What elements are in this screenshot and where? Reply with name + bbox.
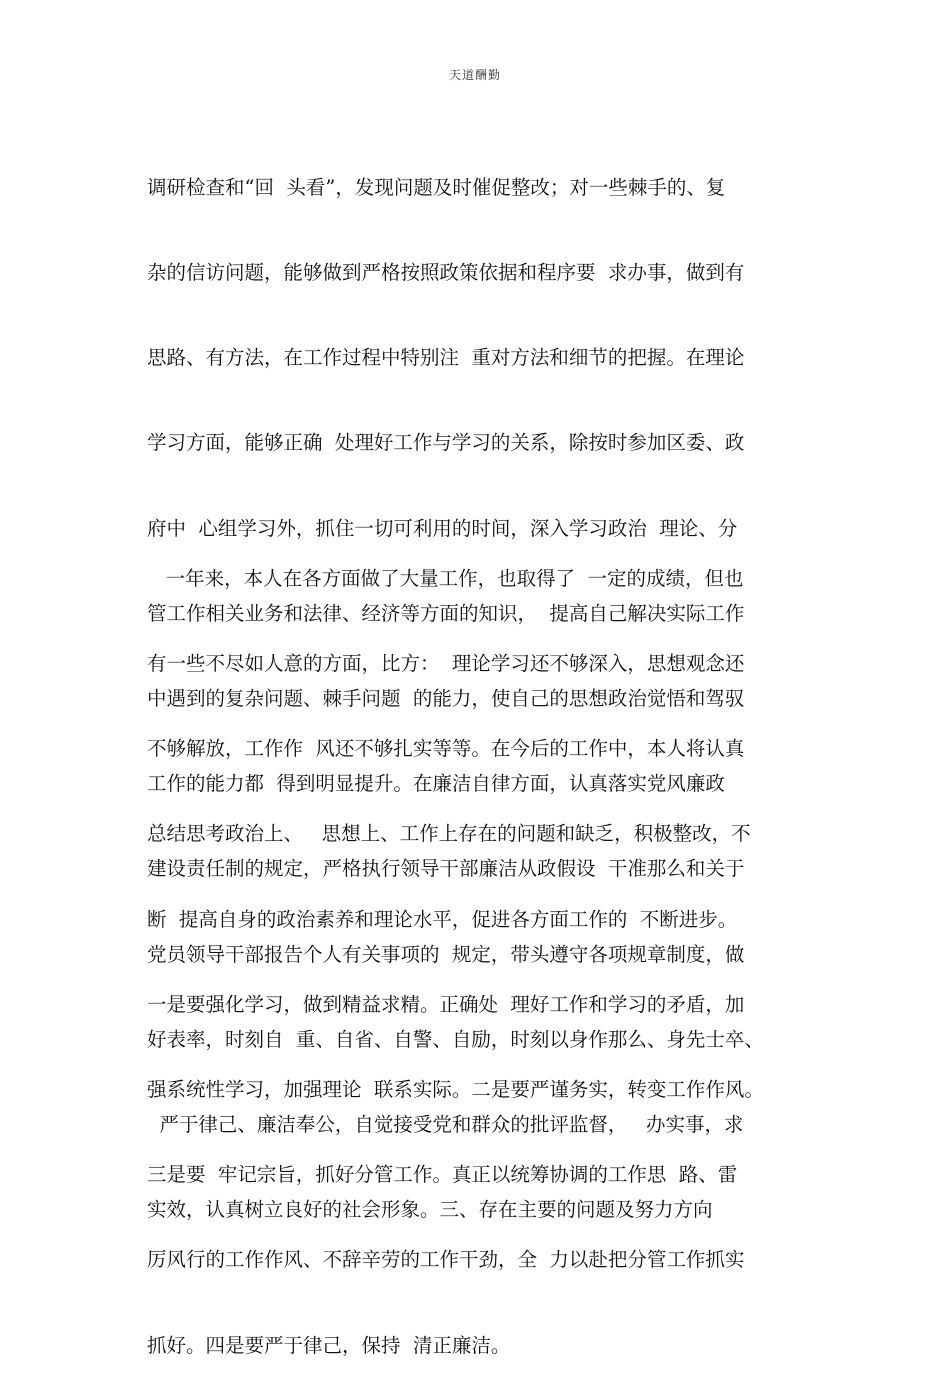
text-line: 严于律己、廉洁奉公，自觉接受党和群众的批评监督， 办实事，求 [147,1113,744,1137]
text-line: 一年来，本人在各方面做了大量工作，也取得了 一定的成绩，但也 [147,566,744,590]
text-line: 总结思考政治上、 思想上、工作上存在的问题和缺乏，积极整改，不 [147,822,751,846]
text-line: 厉风行的工作作风、不辞辛劳的工作干劲，全 力以赴把分管工作抓实 [147,1248,745,1272]
text-line: 调研检查和“回 头看”，发现问题及时催促整改；对一些棘手的、复 [147,175,726,199]
text-line: 三是要 牢记宗旨，抓好分管工作。真正以统筹协调的工作思 路、雷 [147,1163,738,1187]
text-line: 强系统性学习，加强理论 联系实际。二是要严谨务实，转变工作作风。 [147,1078,764,1102]
text-line: 中遇到的复杂问题、棘手问题 的能力，使自己的思想政治觉悟和驾驭 [147,687,745,711]
text-line: 实效，认真树立良好的社会形象。三、存在主要的问题及努力方向 [147,1198,713,1222]
text-line: 好表率，时刻自 重、自省、自警、自励，时刻以身作那么、身先士卒、 [147,1027,764,1051]
text-line: 不够解放，工作作 风还不够扎实等等。在今后的工作中，本人将认真 [147,737,745,761]
text-line: 建设责任制的规定，严格执行领导干部廉洁从政假设 干准那么和关于 [147,857,745,881]
page-header: 天道酬勤 [448,68,501,82]
text-line: 断 提高自身的政治素养和理论水平，促进各方面工作的 不断进步。 [147,907,738,931]
text-line: 一是要强化学习，做到精益求精。正确处 理好工作和学习的矛盾，加 [147,992,745,1016]
text-line: 抓好。四是要严于律己，保持 清正廉洁。 [147,1333,511,1357]
text-line: 府中 心组学习外，抓住一切可利用的时间，深入学习政治 理论、分 [147,516,738,540]
text-line: 工作的能力都 得到明显提升。在廉洁自律方面，认真落实党风廉政 [147,772,725,796]
text-line: 学习方面，能够正确 处理好工作与学习的关系，除按时参加区委、政 [147,431,745,455]
paragraph-2 [147,508,812,1388]
text-line: 杂的信访问题，能够做到严格按照政策依据和程序要 求办事，做到有 [147,261,745,285]
text-line: 有一些不尽如人意的方面，比方： 理论学习还不够深入，思想观念还 [147,652,745,676]
text-line: 管工作相关业务和法律、经济等方面的知识， 提高自己解决实际工作 [147,601,745,625]
text-line: 思路、有方法，在工作过程中特别注 重对方法和细节的把握。在理论 [147,346,745,370]
text-line: 党员领导干部报告个人有关事项的 规定，带头遵守各项规章制度，做 [147,942,745,966]
